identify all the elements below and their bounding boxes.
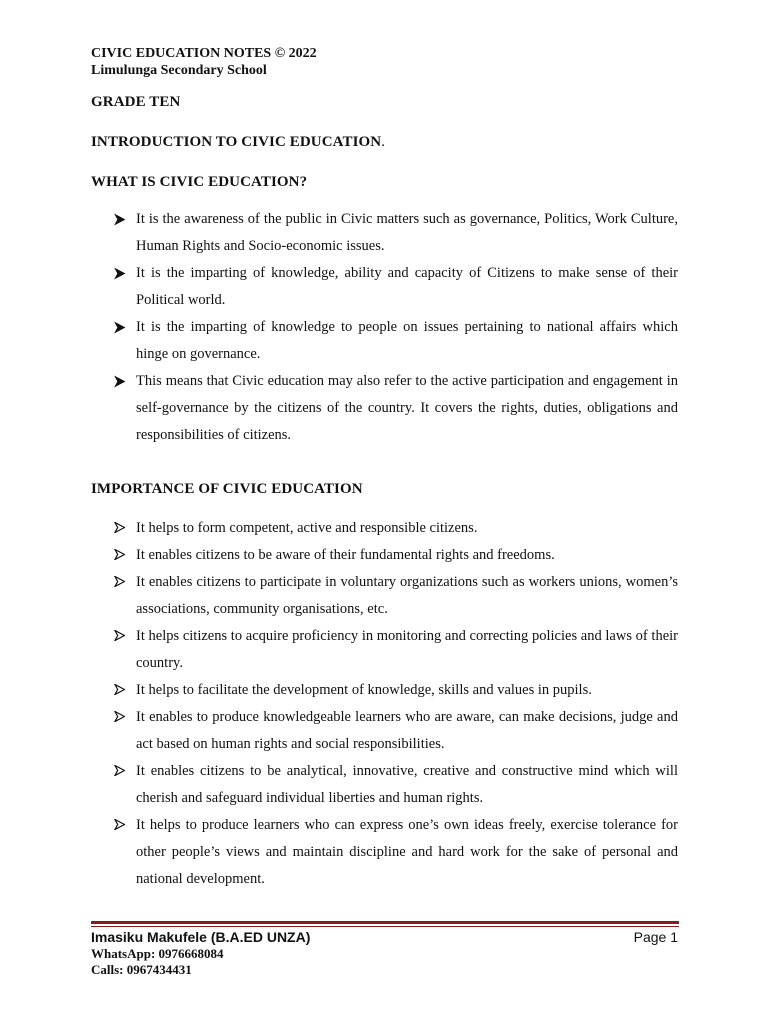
list-item-text: It helps to form competent, active and responsible citizens.	[136, 520, 478, 536]
list-item	[0, 623, 678, 677]
list-item-text: It enables citizens to participate in voluntary organizations such as workers unions, women’s associations, community organisations, etc.	[136, 574, 678, 617]
list-item	[0, 206, 678, 260]
document-title: CIVIC EDUCATION NOTES © 2022	[91, 46, 317, 61]
intro-heading-text: INTRODUCTION TO CIVIC EDUCATION	[91, 134, 382, 150]
list-item-text: It helps to produce learners who can express one’s own ideas freely, exercise tolerance for other people’s views and maintain discipline and hard work for the sake of personal and national development.	[136, 817, 678, 887]
footer-calls: Calls: 0967434431	[91, 962, 192, 977]
arrowhead-bullet-icon	[114, 630, 125, 641]
arrowhead-bullet-icon	[114, 522, 125, 533]
grade-heading: GRADE TEN	[91, 94, 181, 110]
list-item	[0, 812, 678, 893]
list-item	[0, 704, 678, 758]
footer-divider-thick	[91, 921, 679, 924]
list-item-text: It helps to facilitate the development of knowledge, skills and values in pupils.	[136, 682, 592, 698]
arrowhead-bullet-icon	[114, 549, 125, 560]
list-item	[0, 758, 678, 812]
list-item-text: This means that Civic education may also refer to the active participation and engagement in self-governance by the citizens of the country. It covers the rights, duties, obligations and responsibilities of citizens.	[136, 373, 678, 443]
list-item-text: It is the imparting of knowledge, ability and capacity of Citizens to make sense of their Political world.	[136, 265, 678, 308]
arrowhead-bullet-icon	[114, 684, 125, 695]
arrowhead-bullet-icon	[114, 765, 125, 776]
list-item	[0, 260, 678, 314]
what-is-heading: WHAT IS CIVIC EDUCATION?	[91, 174, 308, 190]
what-is-list	[0, 206, 768, 449]
footer-author: Imasiku Makufele (B.A.ED UNZA)	[91, 929, 311, 945]
arrowhead-bullet-icon	[113, 267, 126, 280]
importance-heading: IMPORTANCE OF CIVIC EDUCATION	[91, 481, 363, 497]
list-item	[0, 569, 678, 623]
list-item-text: It is the imparting of knowledge to people on issues pertaining to national affairs which hinge on governance.	[136, 319, 678, 362]
importance-list	[0, 515, 768, 893]
arrowhead-bullet-icon	[114, 576, 125, 587]
list-item	[0, 515, 678, 542]
arrowhead-bullet-icon	[114, 711, 125, 722]
list-item-text: It enables to produce knowledgeable learners who are aware, can make decisions, judge and act based on human rights and social responsibilities.	[136, 709, 678, 752]
list-item	[0, 368, 678, 449]
arrowhead-bullet-icon	[113, 375, 126, 388]
footer-divider-thin	[91, 926, 679, 927]
footer-whatsapp: WhatsApp: 0976668084	[91, 946, 224, 961]
intro-heading	[91, 133, 385, 151]
arrowhead-bullet-icon	[114, 819, 125, 830]
list-item-text: It enables citizens to be analytical, innovative, creative and constructive mind which will cherish and safeguard individual liberties and human rights.	[136, 763, 678, 806]
arrowhead-bullet-icon	[113, 321, 126, 334]
list-item-text: It helps citizens to acquire proficiency in monitoring and correcting policies and laws of their country.	[136, 628, 678, 671]
list-item	[0, 542, 678, 569]
list-item-text: It is the awareness of the public in Civic matters such as governance, Politics, Work Culture, Human Rights and Socio-economic issues.	[136, 211, 678, 254]
school-name: Limulunga Secondary School	[91, 63, 267, 78]
list-item-text: It enables citizens to be aware of their fundamental rights and freedoms.	[136, 547, 555, 563]
arrowhead-bullet-icon	[113, 213, 126, 226]
intro-heading-period: .	[381, 134, 386, 150]
list-item	[0, 677, 678, 704]
list-item	[0, 314, 678, 368]
page-number: Page 1	[633, 929, 678, 945]
